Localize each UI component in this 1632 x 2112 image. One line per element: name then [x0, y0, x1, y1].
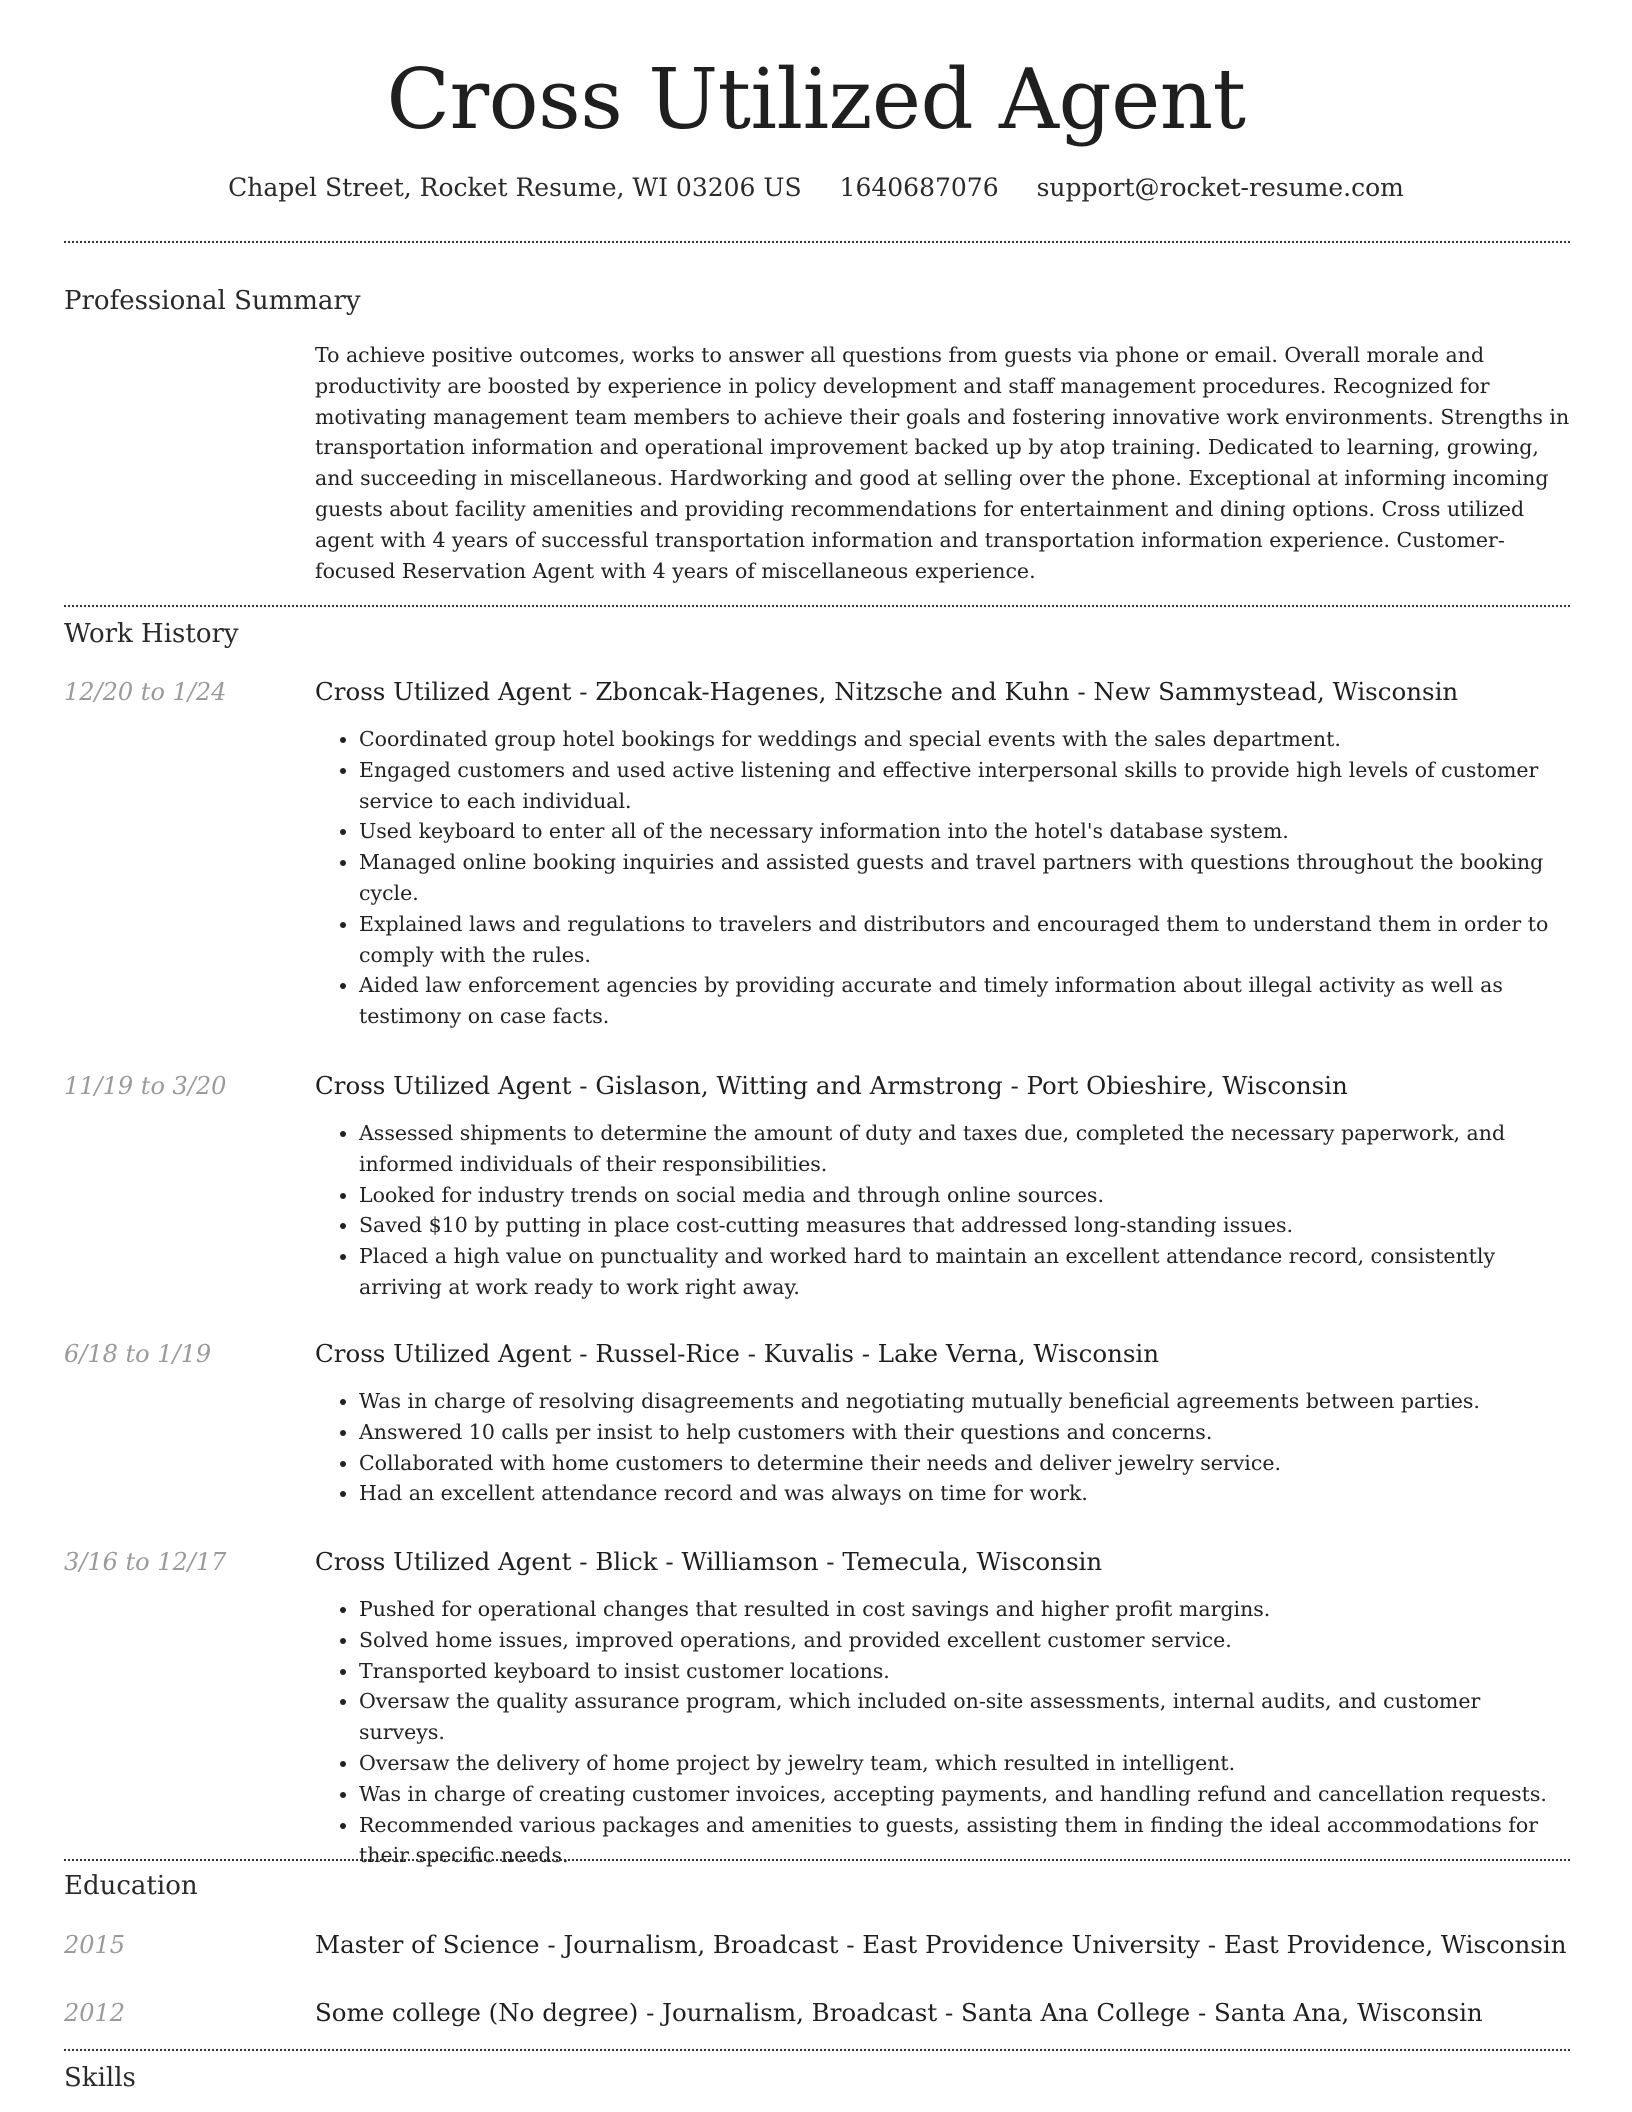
job-bullet-list — [315, 724, 1570, 1032]
education-heading: Master of Science - Journalism, Broadcast - East Providence University - East Providence, Wisconsin — [315, 1930, 1567, 1959]
job-bullet: • Oversaw the delivery of home project by jewelry team, which resulted in intelligent. — [359, 1748, 1570, 1779]
job-bullet: • Looked for industry trends on social media and through online sources. — [359, 1180, 1570, 1211]
job-bullet: • Had an excellent attendance record and was always on time for work. — [359, 1478, 1570, 1509]
job-bullet: • Answered 10 calls per insist to help customers with their questions and concerns. — [359, 1417, 1570, 1448]
section-divider — [64, 1859, 1570, 1861]
contact-email: support@rocket-resume.com — [1036, 173, 1404, 202]
section-divider — [64, 241, 1570, 243]
job-heading: Cross Utilized Agent - Blick - Williamson - Temecula, Wisconsin — [315, 1547, 1103, 1576]
job-bullet: • Solved home issues, improved operations, and provided excellent customer service. — [359, 1625, 1570, 1656]
education-heading: Some college (No degree) - Journalism, Broadcast - Santa Ana College - Santa Ana, Wisconsin — [315, 1998, 1483, 2027]
job-bullet: • Pushed for operational changes that resulted in cost savings and higher profit margins. — [359, 1594, 1570, 1625]
resume-name: Cross Utilized Agent — [386, 51, 1246, 148]
job-bullet: • Was in charge of resolving disagreements and negotiating mutually beneficial agreements between parties. — [359, 1386, 1570, 1417]
education-date: 2015 — [64, 1931, 126, 1959]
job-date: 11/19 to 3/20 — [64, 1072, 227, 1100]
job-date: 3/16 to 12/17 — [64, 1548, 227, 1576]
job-heading: Cross Utilized Agent - Gislason, Witting and Armstrong - Port Obieshire, Wisconsin — [315, 1071, 1348, 1100]
section-title-skills: Skills — [64, 2063, 136, 2093]
job-bullet: • Was in charge of creating customer invoices, accepting payments, and handling refund and cancellation requests. — [359, 1779, 1570, 1810]
contact-address: Chapel Street, Rocket Resume, WI 03206 US — [228, 173, 802, 202]
job-bullet: • Explained laws and regulations to travelers and distributors and encouraged them to understand them in order to comply with the rules. — [359, 909, 1570, 971]
job-bullet-list — [315, 1594, 1570, 1871]
job-bullet: • Assessed shipments to determine the amount of duty and taxes due, completed the necessary paperwork, and informed individuals of their responsibilities. — [359, 1118, 1570, 1180]
job-bullet-list — [315, 1118, 1570, 1303]
education-date: 2012 — [64, 1999, 126, 2027]
job-bullet: • Placed a high value on punctuality and worked hard to maintain an excellent attendance record, consistently arriving at work ready to work right away. — [359, 1241, 1570, 1303]
job-heading: Cross Utilized Agent - Zboncak-Hagenes, Nitzsche and Kuhn - New Sammystead, Wisconsin — [315, 677, 1459, 706]
contact-phone: 1640687076 — [839, 173, 999, 202]
job-bullet: • Collaborated with home customers to determine their needs and deliver jewelry service. — [359, 1448, 1570, 1479]
job-bullet: • Engaged customers and used active listening and effective interpersonal skills to provide high levels of customer service to each individual. — [359, 755, 1570, 817]
job-bullet: • Transported keyboard to insist customer locations. — [359, 1656, 1570, 1687]
section-title-work-history: Work History — [64, 619, 239, 649]
job-date: 6/18 to 1/19 — [64, 1340, 212, 1368]
section-title-education: Education — [64, 1871, 198, 1901]
job-bullet: • Aided law enforcement agencies by providing accurate and timely information about illegal activity as well as testimony on case facts. — [359, 970, 1570, 1032]
job-bullet: • Managed online booking inquiries and assisted guests and travel partners with questions throughout the booking cycle. — [359, 847, 1570, 909]
section-divider — [64, 605, 1570, 607]
job-bullet: • Oversaw the quality assurance program, which included on-site assessments, internal audits, and customer surveys. — [359, 1686, 1570, 1748]
summary-text: To achieve positive outcomes, works to answer all questions from guests via phone or email. Overall morale and productivity are boosted by experience in policy development and staff management procedures. Recognized for motivating management team members to achieve their goals and fostering innovative work environments. Strengths in transportation information and operational improvement backed up by atop training. Dedicated to learning, growing, and succeeding in miscellaneous. Hardworking and good at selling over the phone. Exceptional at informing incoming guests about facility amenities and providing recommendations for entertainment and dining options. Cross utilized agent with 4 years of successful transportation information and transportation information experience. Customer-focused Reservation Agent with 4 years of miscellaneous experience. — [315, 343, 1570, 583]
job-heading: Cross Utilized Agent - Russel-Rice - Kuvalis - Lake Verna, Wisconsin — [315, 1339, 1160, 1368]
contact-line — [0, 168, 1632, 208]
section-title-summary: Professional Summary — [64, 286, 361, 316]
job-date: 12/20 to 1/24 — [64, 678, 227, 706]
section-divider — [64, 2049, 1570, 2051]
job-bullet: • Saved $10 by putting in place cost-cutting measures that addressed long-standing issues. — [359, 1210, 1570, 1241]
job-bullet: • Recommended various packages and amenities to guests, assisting them in finding the ideal accommodations for their specific needs. — [359, 1810, 1570, 1872]
job-bullet: • Coordinated group hotel bookings for weddings and special events with the sales department. — [359, 724, 1570, 755]
job-bullet: • Used keyboard to enter all of the necessary information into the hotel's database system. — [359, 816, 1570, 847]
job-bullet-list — [315, 1386, 1570, 1509]
